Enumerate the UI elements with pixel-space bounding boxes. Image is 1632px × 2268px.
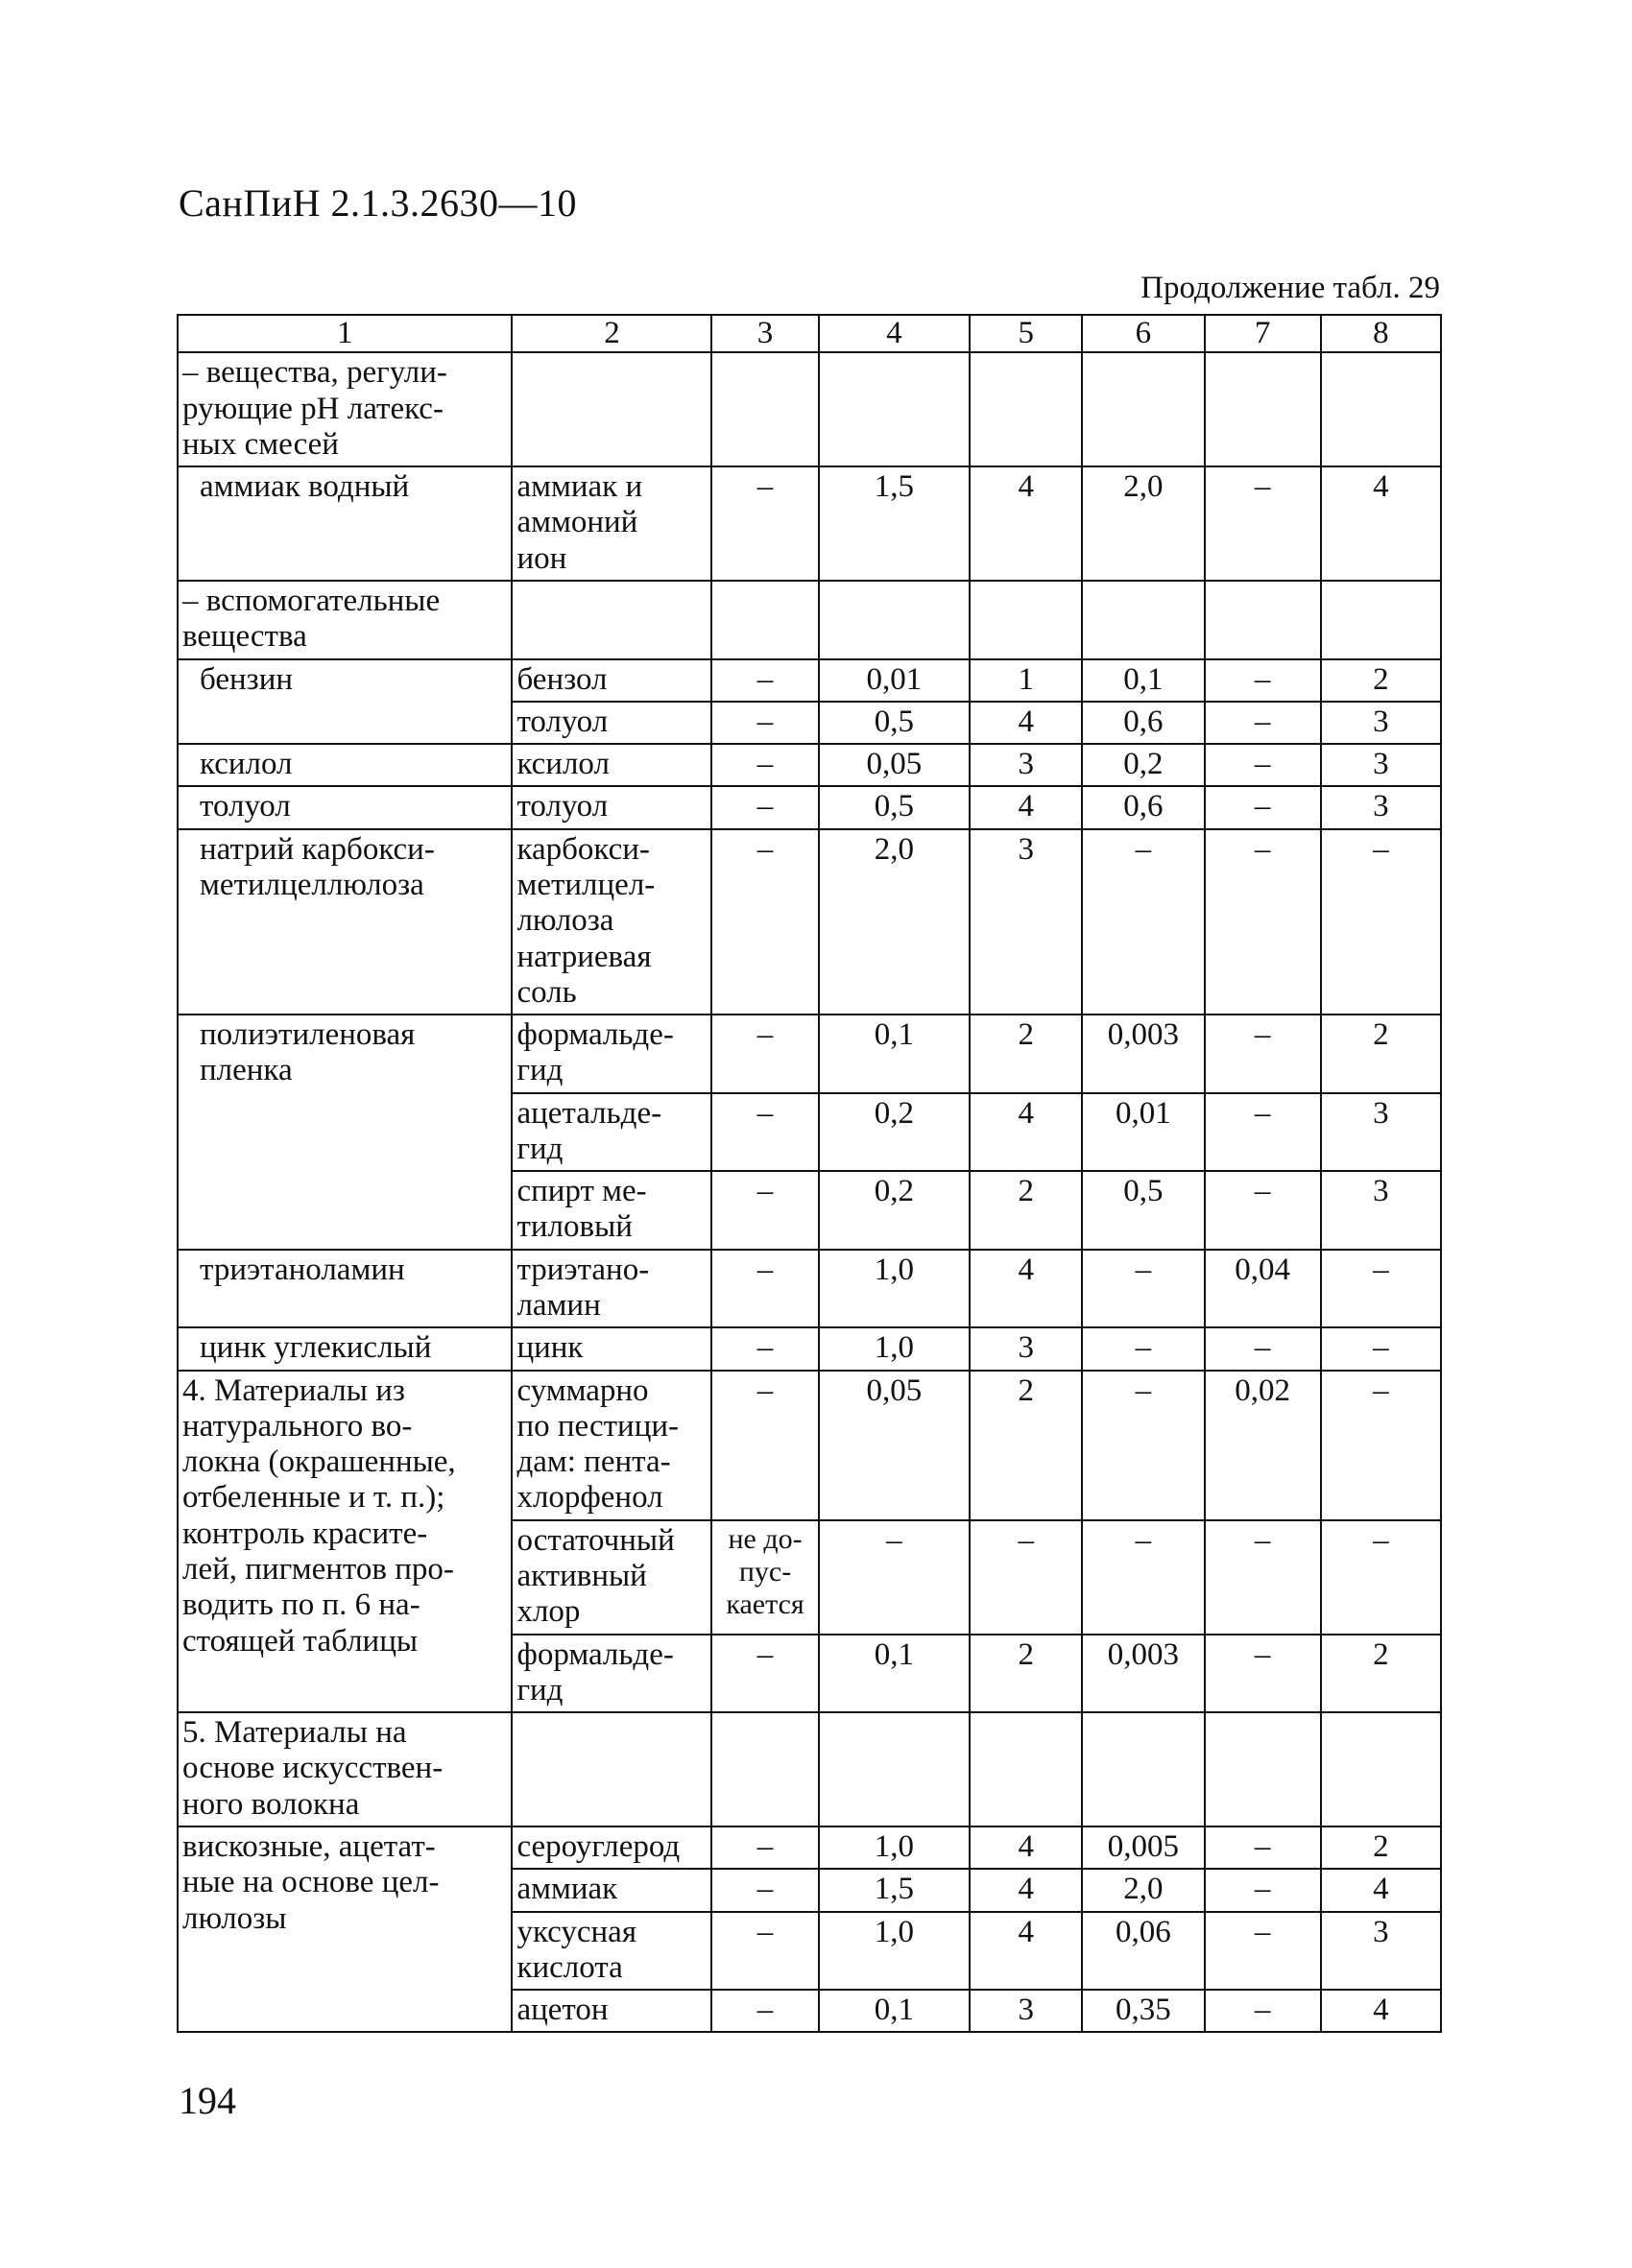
value-cell: – — [1082, 1327, 1204, 1370]
material-cell: 4. Материалы из натурального во- локна (окрашенные, отбеленные и т. п.); контроль красите- лей, пигментов про- водить по п. 6 на- стоящей таблицы — [178, 1371, 512, 1713]
table-caption: Продолжение табл. 29 — [1140, 271, 1440, 305]
material-cell: толуол — [178, 786, 512, 828]
substance-cell: уксусная кислота — [512, 1912, 711, 1991]
value-cell: 0,06 — [1082, 1912, 1204, 1991]
value-cell: – — [711, 1912, 818, 1991]
value-cell: – — [1205, 1990, 1321, 2032]
value-cell: – — [711, 1990, 818, 2032]
value-cell: 3 — [970, 744, 1082, 786]
value-cell: 0,005 — [1082, 1826, 1204, 1869]
value-cell: – — [1205, 1826, 1321, 1869]
value-cell: – — [711, 1093, 818, 1172]
value-cell: – — [1205, 1869, 1321, 1911]
value-cell: 0,003 — [1082, 1015, 1204, 1093]
table-row — [178, 581, 1441, 659]
value-cell: – — [1321, 1520, 1441, 1635]
material-cell: аммиак водный — [178, 466, 512, 581]
value-cell: 0,6 — [1082, 786, 1204, 828]
value-cell: 3 — [970, 829, 1082, 1015]
value-cell: – — [1205, 702, 1321, 744]
substance-cell: бензол — [512, 659, 711, 702]
value-cell: 4 — [970, 1093, 1082, 1172]
value-cell: 2 — [970, 1171, 1082, 1250]
group-label: – вспомогательные вещества — [178, 581, 512, 659]
substance-cell: ацетон — [512, 1990, 711, 2032]
substance-cell: формальде- гид — [512, 1635, 711, 1713]
value-cell: – — [711, 829, 818, 1015]
value-cell: – — [1205, 1015, 1321, 1093]
substance-cell: триэтано- ламин — [512, 1250, 711, 1328]
value-cell: – — [1205, 744, 1321, 786]
material-cell: триэтаноламин — [178, 1250, 512, 1328]
column-number: 3 — [711, 315, 818, 352]
value-cell: – — [1321, 1371, 1441, 1520]
value-cell: 2 — [970, 1015, 1082, 1093]
value-cell: 0,05 — [819, 1371, 971, 1520]
column-number-row — [178, 315, 1441, 352]
value-cell: – — [711, 702, 818, 744]
column-number: 8 — [1321, 315, 1441, 352]
value-cell: 3 — [1321, 786, 1441, 828]
material-cell: полиэтиленовая пленка — [178, 1015, 512, 1250]
value-cell: – — [711, 744, 818, 786]
value-cell: 0,04 — [1205, 1250, 1321, 1328]
page-number: 194 — [179, 2079, 236, 2122]
column-number: 1 — [178, 315, 512, 352]
column-number: 2 — [512, 315, 711, 352]
value-cell: 4 — [1321, 466, 1441, 581]
value-cell: – — [1205, 1635, 1321, 1713]
value-cell: 2 — [1321, 659, 1441, 702]
substance-cell: толуол — [512, 786, 711, 828]
value-cell: – — [711, 1171, 818, 1250]
data-table — [177, 314, 1442, 2033]
value-cell: 0,1 — [1082, 659, 1204, 702]
table-row — [178, 1371, 1441, 1520]
value-cell: 0,1 — [819, 1990, 971, 2032]
value-cell: 4 — [970, 1912, 1082, 1991]
table-row — [178, 1826, 1441, 1869]
value-cell: 1,5 — [819, 1869, 971, 1911]
value-cell: 2 — [1321, 1635, 1441, 1713]
table-row — [178, 1712, 1441, 1826]
value-cell: – — [819, 1520, 971, 1635]
value-cell: – — [711, 466, 818, 581]
value-cell: 2,0 — [1082, 1869, 1204, 1911]
value-cell: – — [1082, 829, 1204, 1015]
value-cell: 0,2 — [819, 1171, 971, 1250]
value-cell: 4 — [970, 1826, 1082, 1869]
value-cell: 2,0 — [819, 829, 971, 1015]
value-cell: 4 — [970, 1869, 1082, 1911]
table-row — [178, 744, 1441, 786]
value-cell: 0,35 — [1082, 1990, 1204, 2032]
value-cell: 3 — [1321, 702, 1441, 744]
substance-cell: толуол — [512, 702, 711, 744]
value-cell: – — [1082, 1371, 1204, 1520]
value-cell: 0,5 — [819, 786, 971, 828]
value-cell: – — [711, 1869, 818, 1911]
value-cell: – — [1205, 659, 1321, 702]
value-cell: – — [1082, 1520, 1204, 1635]
value-cell: 0,05 — [819, 744, 971, 786]
substance-cell: ксилол — [512, 744, 711, 786]
value-cell: 4 — [1321, 1990, 1441, 2032]
value-cell: 0,2 — [819, 1093, 971, 1172]
table-row — [178, 1250, 1441, 1328]
value-cell: – — [1205, 1171, 1321, 1250]
value-cell: – — [711, 1327, 818, 1370]
material-cell: натрий карбокси- метилцеллюлоза — [178, 829, 512, 1015]
value-cell: – — [711, 1826, 818, 1869]
value-cell: – — [711, 1635, 818, 1713]
table-row — [178, 466, 1441, 581]
value-cell: 1,5 — [819, 466, 971, 581]
table-row — [178, 659, 1441, 702]
value-cell: 0,02 — [1205, 1371, 1321, 1520]
value-cell: 1,0 — [819, 1327, 971, 1370]
value-cell: 1 — [970, 659, 1082, 702]
value-cell: – — [1205, 466, 1321, 581]
substance-cell: остаточный активный хлор — [512, 1520, 711, 1635]
substance-cell: аммиак — [512, 1869, 711, 1911]
substance-cell: сероуглерод — [512, 1826, 711, 1869]
substance-cell: суммарно по пестици- дам: пента- хлорфенол — [512, 1371, 711, 1520]
value-cell: 1,0 — [819, 1912, 971, 1991]
value-cell: – — [970, 1520, 1082, 1635]
value-cell: 3 — [1321, 1912, 1441, 1991]
substance-cell: спирт ме- тиловый — [512, 1171, 711, 1250]
value-cell: 3 — [970, 1327, 1082, 1370]
column-number: 5 — [970, 315, 1082, 352]
document-header: СанПиН 2.1.3.2630—10 — [179, 181, 578, 225]
value-cell: 0,5 — [1082, 1171, 1204, 1250]
value-cell: 0,2 — [1082, 744, 1204, 786]
value-cell: – — [1321, 829, 1441, 1015]
value-cell: 1,0 — [819, 1826, 971, 1869]
substance-cell: формальде- гид — [512, 1015, 711, 1093]
value-cell: 0,5 — [819, 702, 971, 744]
value-cell: 3 — [970, 1990, 1082, 2032]
value-cell: – — [1205, 1520, 1321, 1635]
value-cell: не до- пус- кается — [711, 1520, 818, 1635]
value-cell: – — [1321, 1327, 1441, 1370]
group-label: – вещества, регули- рующие pH латекс- ных смесей — [178, 352, 512, 466]
value-cell: 4 — [1321, 1869, 1441, 1911]
value-cell: 0,1 — [819, 1015, 971, 1093]
value-cell: – — [1205, 1912, 1321, 1991]
value-cell: 3 — [1321, 744, 1441, 786]
table-row — [178, 1015, 1441, 1093]
value-cell: 4 — [970, 786, 1082, 828]
value-cell: – — [711, 659, 818, 702]
value-cell: 0,003 — [1082, 1635, 1204, 1713]
value-cell: 2 — [970, 1371, 1082, 1520]
material-cell: вискозные, ацетат- ные на основе цел- люлозы — [178, 1826, 512, 2032]
substance-cell: аммиак и аммоний ион — [512, 466, 711, 581]
material-cell: ксилол — [178, 744, 512, 786]
value-cell: 4 — [970, 702, 1082, 744]
table-row — [178, 1327, 1441, 1370]
table-row — [178, 829, 1441, 1015]
table-row — [178, 352, 1441, 466]
value-cell: – — [1205, 1327, 1321, 1370]
value-cell: 1,0 — [819, 1250, 971, 1328]
table-row — [178, 786, 1441, 828]
value-cell: 2 — [1321, 1015, 1441, 1093]
value-cell: 4 — [970, 466, 1082, 581]
value-cell: 0,6 — [1082, 702, 1204, 744]
value-cell: – — [711, 786, 818, 828]
value-cell: 0,01 — [1082, 1093, 1204, 1172]
value-cell: – — [1205, 786, 1321, 828]
value-cell: 3 — [1321, 1171, 1441, 1250]
value-cell: – — [1082, 1250, 1204, 1328]
value-cell: 2 — [1321, 1826, 1441, 1869]
value-cell: 2 — [970, 1635, 1082, 1713]
column-number: 6 — [1082, 315, 1204, 352]
value-cell: – — [1205, 1093, 1321, 1172]
material-cell: бензин — [178, 659, 512, 745]
value-cell: 3 — [1321, 1093, 1441, 1172]
value-cell: – — [711, 1371, 818, 1520]
value-cell: – — [1321, 1250, 1441, 1328]
value-cell: 2,0 — [1082, 466, 1204, 581]
column-number: 4 — [819, 315, 971, 352]
value-cell: 4 — [970, 1250, 1082, 1328]
substance-cell: карбокси- метилцел- люлоза натриевая соль — [512, 829, 711, 1015]
substance-cell: цинк — [512, 1327, 711, 1370]
substance-cell: ацетальде- гид — [512, 1093, 711, 1172]
column-number: 7 — [1205, 315, 1321, 352]
group-label: 5. Материалы на основе искусствен- ного волокна — [178, 1712, 512, 1826]
material-cell: цинк углекислый — [178, 1327, 512, 1370]
value-cell: – — [711, 1250, 818, 1328]
value-cell: – — [1205, 829, 1321, 1015]
value-cell: – — [711, 1015, 818, 1093]
value-cell: 0,1 — [819, 1635, 971, 1713]
value-cell: 0,01 — [819, 659, 971, 702]
